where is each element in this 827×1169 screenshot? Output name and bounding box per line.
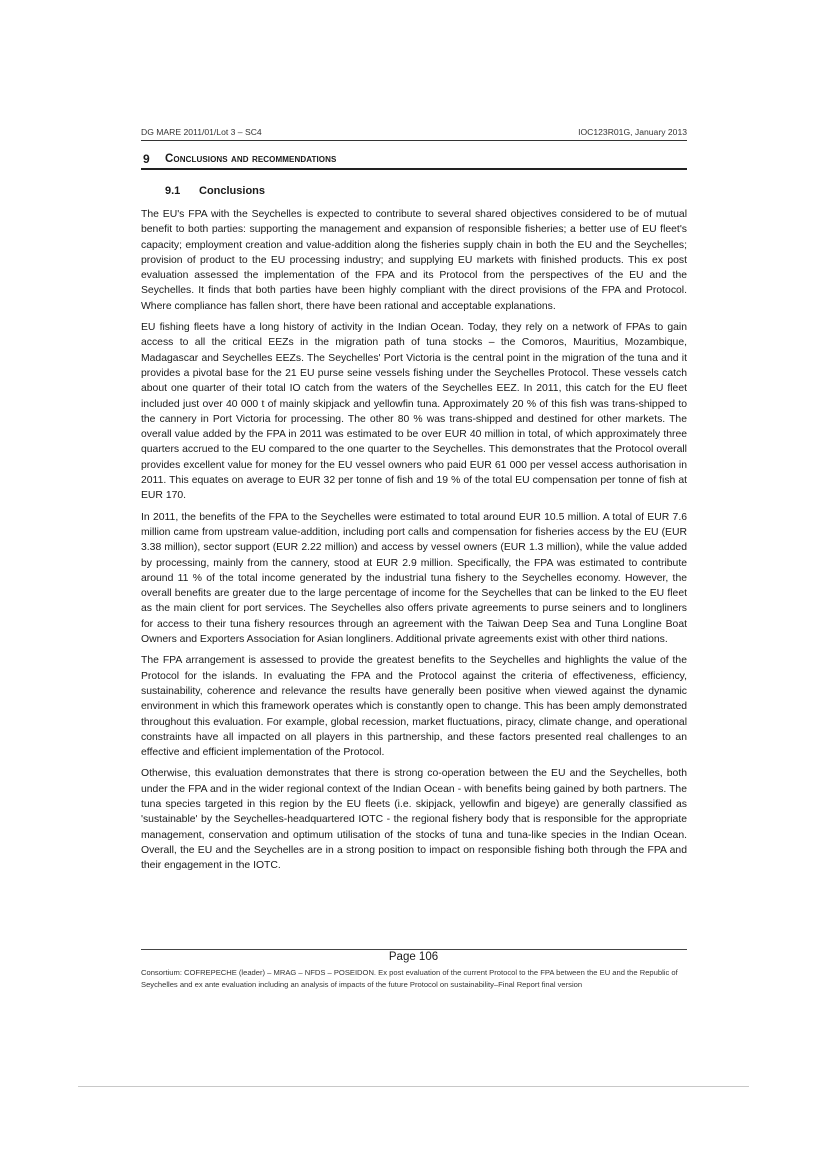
- subsection-heading: [165, 185, 265, 197]
- subsection-title: Conclusions: [199, 185, 266, 197]
- running-header: [141, 127, 687, 141]
- page-number: Page 106: [388, 951, 439, 963]
- subsection-number: 9.1: [165, 185, 181, 197]
- header-left: DG MARE 2011/01/Lot 3 – SC4: [141, 127, 262, 137]
- section-number: 9: [143, 152, 150, 166]
- paragraph: The FPA arrangement is assessed to provide the greatest benefits to the Seychelles and highlights the value of the Protocol for the islands. In evaluating the FPA and the Protocol against the criteria of effectiveness, efficiency, sustainability, coherence and relevance the results have generally been positive when viewed against the dynamic environment in which this framework operates which is constantly open to change. This has been amply demonstrated throughout this evaluation. For example, global recession, market fluctuations, piracy, climate change, and operational constraints have all impacted on all players in this partnership, and these factors presented real challenges to an effective and efficient implementation of the Protocol.: [141, 655, 687, 759]
- paragraph: EU fishing fleets have a long history of activity in the Indian Ocean. Today, they rely on a network of FPAs to gain access to all the critical EEZs in the migration path of tuna stocks – the Comoros, Mauritius, Mozambique, Madagascar and Seychelles EEZs. The Seychelles' Port Victoria is the central point in the migration of the tuna and it provides a pivotal base for the 21 EU purse seine vessels fishing under the Seychelles Protocol. These vessels catch about one quarter of their total IO catch from the waters of the Seychelles EEZ. In 2011, this catch for the EU fleet included just over 40 000 t of mainly skipjack and yellowfin tuna. Approximately 20 % of this fish was trans-shipped to the cannery in Port Victoria for processing. The other 80 % was trans-shipped and destined for other markets. The overall value added by the FPA in 2011 was estimated to be over EUR 40 million in total, of which approximately three quarters accrued to the EU compared to the one quarter to the Seychelles. This demonstrates that the Protocol overall provides excellent value for money for the EU vessel owners who paid EUR 61 000 per vessel access authorisation in 2011. This equates on average to EUR 32 per tonne of fish and 19 % of the total EU compensation per tonne of fish at EUR 170.: [141, 322, 687, 502]
- body-text: [141, 207, 687, 879]
- section-heading: [141, 150, 687, 170]
- paragraph: In 2011, the benefits of the FPA to the Seychelles were estimated to total around EUR 10.5 million. A total of EUR 7.6 million came from upstream value-addition, including port calls and compensation for fisheries access by the EU (EUR 3.38 million), sector support (EUR 2.22 million) and access by vessel owners (EUR 1.3 million), while the value added by processing, mainly from the cannery, stood at EUR 2.9 million. Specifically, the FPA was estimated to contribute around 11 % of the total income generated by the industrial tuna fishery to the Seychelles economy. However, the overall benefits are greater due to the large percentage of income for the Seychelles that can be linked to the EU fleet as the main client for port services. The Seychelles also offers private agreements to purse seiners and to longliners for access to their tuna fishery resources through an agreement with the Taiwan Deep Sea and Tuna Longline Boat Owners and Exporters Association for Asian longliners. Additional private agreements exist with other third nations.: [141, 511, 687, 646]
- section-title: Conclusions and recommendations: [165, 153, 337, 165]
- header-right: IOC123R01G, January 2013: [578, 127, 687, 137]
- paragraph: The EU's FPA with the Seychelles is expected to contribute to several shared objectives considered to be of mutual benefit to both parties: supporting the management and expansion of responsible fisheries; a better use of EU fleet's capacity; employment creation and value-addition along the fisheries supply chain in both the EU and the Seychelles; provision of product to the EU processing industry; and supplying EU markets with finished products. This ex post evaluation assessed the implementation of the FPA and its Protocol from the perspectives of the EU and the Seychelles. It finds that both parties have been highly compliant with the direct provisions of the FPA and Protocol. Where compliance has fallen short, there have been rational and acceptable explanations.: [141, 209, 687, 312]
- footer-consortium: Consortium: COFREPECHE (leader) – MRAG – NFDS – POSEIDON. Ex post evaluation of the current Protocol to the FPA between the EU and the Republic of Seychelles and ex ante evaluation including an analysis of impacts of the future Protocol on sustainability–Final Report final version: [141, 968, 678, 989]
- viewer-divider: [78, 1086, 749, 1087]
- paragraph: Otherwise, this evaluation demonstrates that there is strong co-operation between the EU and the Seychelles, both under the FPA and in the wider regional context of the Indian Ocean - with benefits being gained by both partners. The tuna species targeted in this region by the EU fleets (i.e. skipjack, yellowfin and bigeye) are generally classified as 'sustainable' by the Seychelles-headquartered IOTC - the regional fishery body that is responsible for the appropriate management, conservation and optimum utilisation of the stocks of tuna and tuna-like species in the Indian Ocean. Overall, the EU and the Seychelles are in a strong position to impact on responsible fishing both through the FPA and their engagement in the IOTC.: [141, 768, 687, 872]
- footer-divider: [141, 949, 687, 950]
